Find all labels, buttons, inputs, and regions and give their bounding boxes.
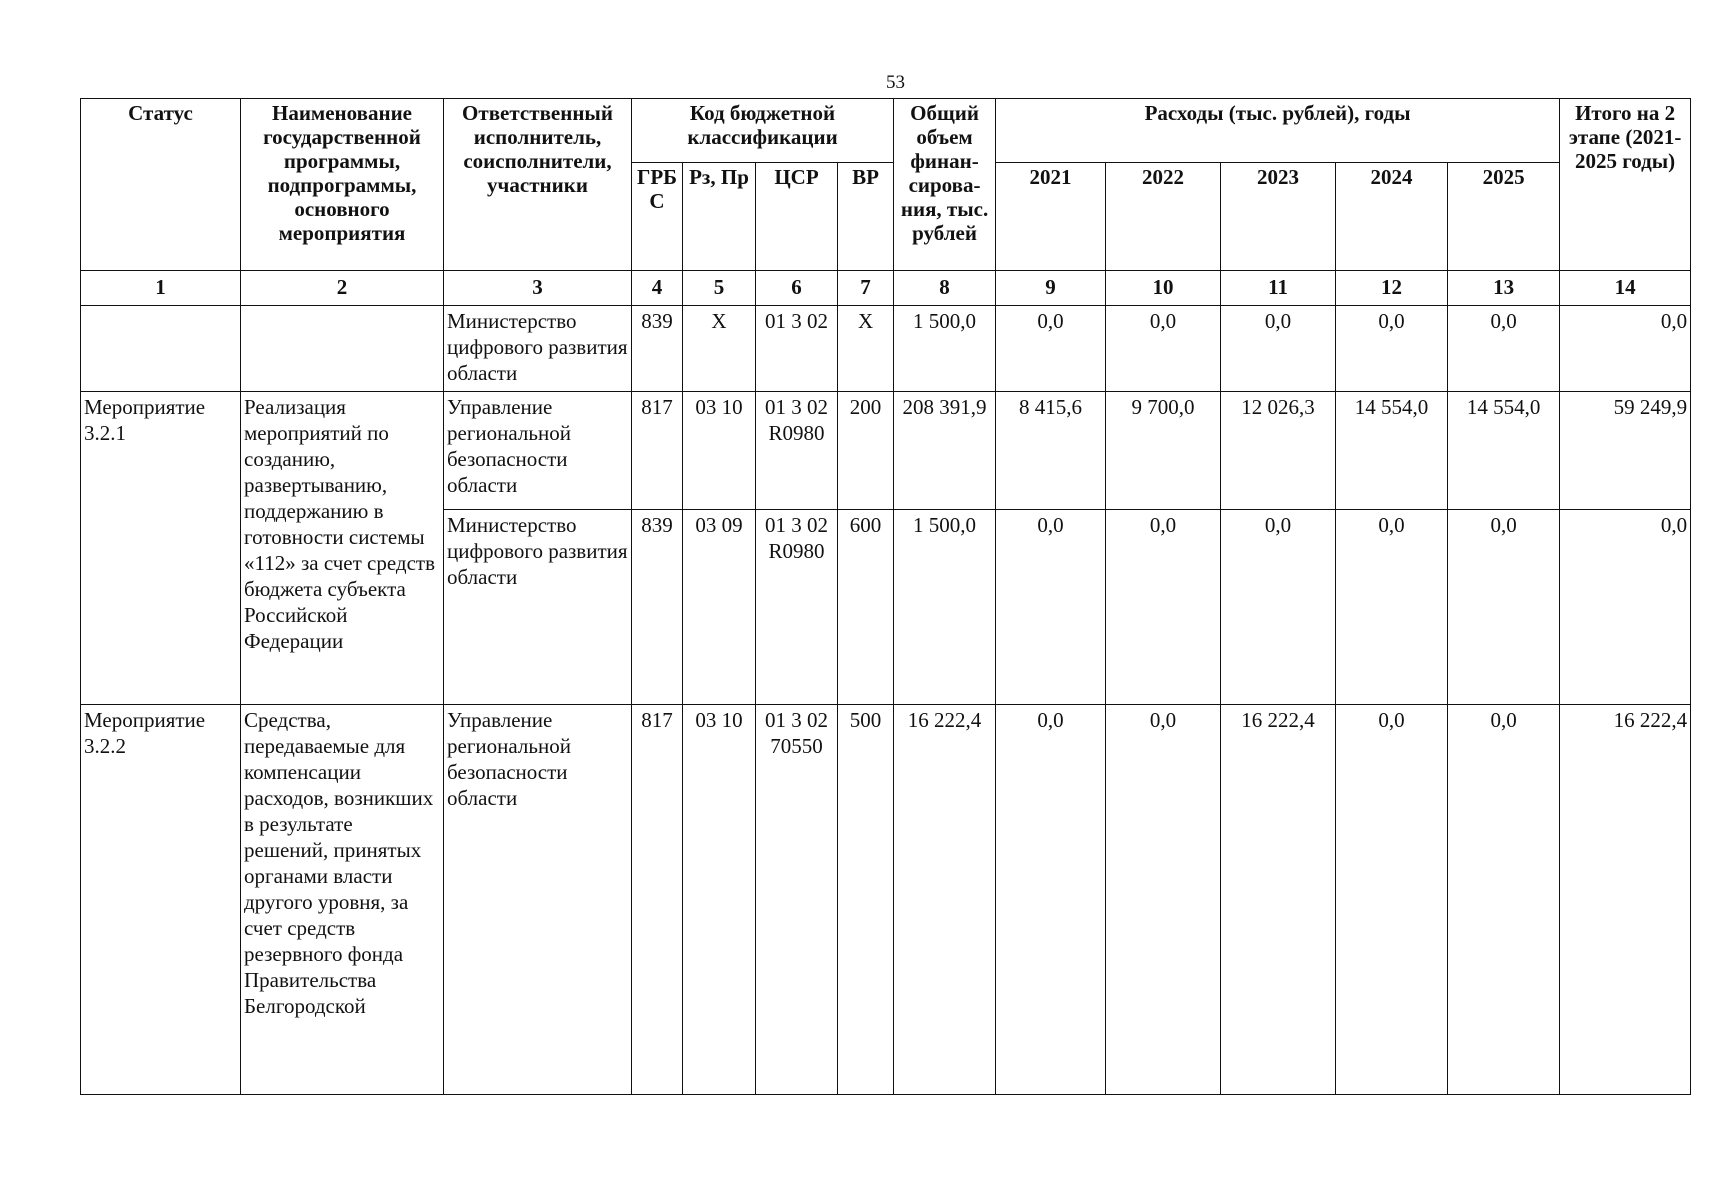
executor-cell: Управление региональной безопасности области bbox=[444, 392, 632, 510]
column-number: 8 bbox=[894, 271, 996, 306]
grbs-cell: 817 bbox=[632, 705, 683, 1095]
header-rzpr: Рз, Пр bbox=[683, 163, 756, 271]
y2023-cell: 12 026,3 bbox=[1221, 392, 1336, 510]
status-cell: Мероприятие 3.2.1 bbox=[81, 392, 241, 705]
table-row bbox=[81, 392, 1691, 510]
csr-cell: 01 3 02 70550 bbox=[756, 705, 838, 1095]
header-status: Статус bbox=[81, 99, 241, 271]
header-row-1 bbox=[81, 99, 1691, 163]
name-cell: Реализация мероприятий по созданию, развертыванию, поддержанию в готовности системы «112» за счет средств бюджета субъекта Российской Федерации bbox=[241, 392, 444, 705]
y2024-cell: 0,0 bbox=[1336, 705, 1448, 1095]
column-number: 5 bbox=[683, 271, 756, 306]
vr-cell: 600 bbox=[838, 510, 894, 705]
y2022-cell: 0,0 bbox=[1106, 306, 1221, 392]
header-executor: Ответственный исполнитель, соисполнители, участники bbox=[444, 99, 632, 271]
header-2022: 2022 bbox=[1106, 163, 1221, 271]
header-name: Наименование государственной программы, подпрограммы, основного мероприятия bbox=[241, 99, 444, 271]
total-cell: 208 391,9 bbox=[894, 392, 996, 510]
y2024-cell: 0,0 bbox=[1336, 510, 1448, 705]
y2025-cell: 0,0 bbox=[1448, 306, 1560, 392]
header-2024: 2024 bbox=[1336, 163, 1448, 271]
y2022-cell: 9 700,0 bbox=[1106, 392, 1221, 510]
vr-cell: Х bbox=[838, 306, 894, 392]
name-cell bbox=[241, 306, 444, 392]
y2021-cell: 0,0 bbox=[996, 306, 1106, 392]
name-cell: Средства, передаваемые для компенсации расходов, возникших в результате решений, принятых органами власти другого уровня, за счет средств резервного фонда Правительства Белгородской bbox=[241, 705, 444, 1095]
column-number: 12 bbox=[1336, 271, 1448, 306]
status-cell: Мероприятие 3.2.2 bbox=[81, 705, 241, 1095]
header-budget-code: Код бюджетной классификации bbox=[632, 99, 894, 163]
executor-cell: Министерство цифрового развития области bbox=[444, 510, 632, 705]
vr-cell: 200 bbox=[838, 392, 894, 510]
y2021-cell: 8 415,6 bbox=[996, 392, 1106, 510]
column-number: 4 bbox=[632, 271, 683, 306]
column-number: 6 bbox=[756, 271, 838, 306]
stage-total-cell: 0,0 bbox=[1560, 510, 1691, 705]
rzpr-cell: Х bbox=[683, 306, 756, 392]
y2023-cell: 16 222,4 bbox=[1221, 705, 1336, 1095]
page-number: 53 bbox=[886, 72, 905, 93]
stage-total-cell: 16 222,4 bbox=[1560, 705, 1691, 1095]
column-number: 7 bbox=[838, 271, 894, 306]
column-number: 2 bbox=[241, 271, 444, 306]
column-number: 1 bbox=[81, 271, 241, 306]
column-number: 14 bbox=[1560, 271, 1691, 306]
csr-cell: 01 3 02 R0980 bbox=[756, 392, 838, 510]
y2024-cell: 14 554,0 bbox=[1336, 392, 1448, 510]
total-cell: 1 500,0 bbox=[894, 510, 996, 705]
grbs-cell: 839 bbox=[632, 510, 683, 705]
vr-cell: 500 bbox=[838, 705, 894, 1095]
column-number: 11 bbox=[1221, 271, 1336, 306]
status-cell bbox=[81, 306, 241, 392]
total-cell: 1 500,0 bbox=[894, 306, 996, 392]
header-2025: 2025 bbox=[1448, 163, 1560, 271]
y2023-cell: 0,0 bbox=[1221, 306, 1336, 392]
grbs-cell: 817 bbox=[632, 392, 683, 510]
total-cell: 16 222,4 bbox=[894, 705, 996, 1095]
column-number: 10 bbox=[1106, 271, 1221, 306]
csr-cell: 01 3 02 bbox=[756, 306, 838, 392]
y2022-cell: 0,0 bbox=[1106, 705, 1221, 1095]
y2021-cell: 0,0 bbox=[996, 510, 1106, 705]
header-expenses: Расходы (тыс. рублей), годы bbox=[996, 99, 1560, 163]
column-number: 13 bbox=[1448, 271, 1560, 306]
column-number: 9 bbox=[996, 271, 1106, 306]
y2025-cell: 0,0 bbox=[1448, 510, 1560, 705]
csr-cell: 01 3 02 R0980 bbox=[756, 510, 838, 705]
header-vr: ВР bbox=[838, 163, 894, 271]
y2021-cell: 0,0 bbox=[996, 705, 1106, 1095]
header-total-volume: Общий объем финан-сирова-ния, тыс. рублей bbox=[894, 99, 996, 271]
stage-total-cell: 0,0 bbox=[1560, 306, 1691, 392]
y2023-cell: 0,0 bbox=[1221, 510, 1336, 705]
header-2021: 2021 bbox=[996, 163, 1106, 271]
stage-total-cell: 59 249,9 bbox=[1560, 392, 1691, 510]
rzpr-cell: 03 10 bbox=[683, 392, 756, 510]
header-2023: 2023 bbox=[1221, 163, 1336, 271]
table-row bbox=[81, 306, 1691, 392]
rzpr-cell: 03 10 bbox=[683, 705, 756, 1095]
executor-cell: Министерство цифрового развития области bbox=[444, 306, 632, 392]
executor-cell: Управление региональной безопасности области bbox=[444, 705, 632, 1095]
y2025-cell: 14 554,0 bbox=[1448, 392, 1560, 510]
y2025-cell: 0,0 bbox=[1448, 705, 1560, 1095]
y2024-cell: 0,0 bbox=[1336, 306, 1448, 392]
rzpr-cell: 03 09 bbox=[683, 510, 756, 705]
grbs-cell: 839 bbox=[632, 306, 683, 392]
table-row bbox=[81, 705, 1691, 1095]
budget-table bbox=[80, 98, 1691, 1095]
column-number: 3 bbox=[444, 271, 632, 306]
column-number-row bbox=[81, 271, 1691, 306]
y2022-cell: 0,0 bbox=[1106, 510, 1221, 705]
header-csr: ЦСР bbox=[756, 163, 838, 271]
header-stage-total: Итого на 2 этапе (2021-2025 годы) bbox=[1560, 99, 1691, 271]
header-grbs: ГРБ С bbox=[632, 163, 683, 271]
